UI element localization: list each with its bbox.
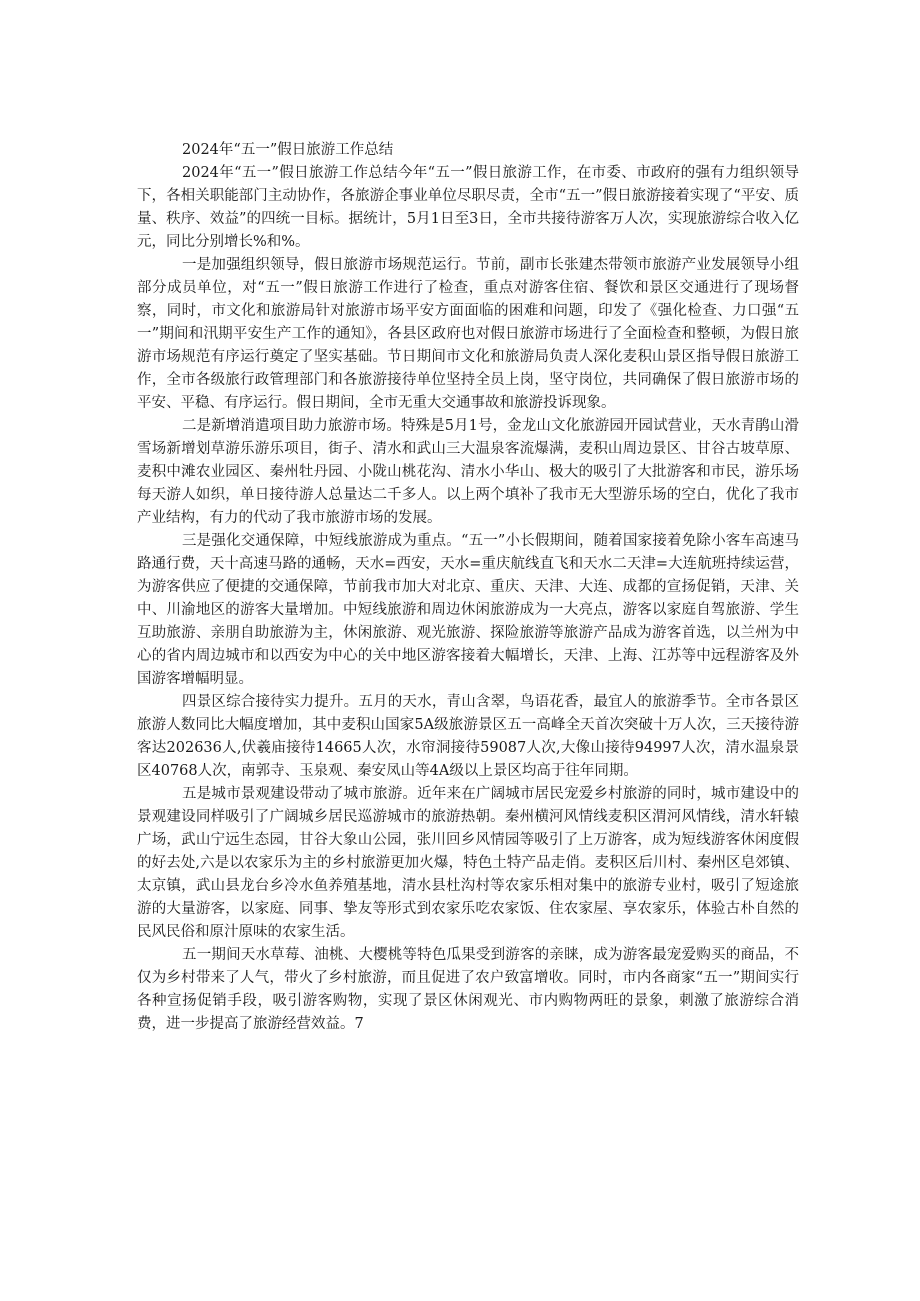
paragraph-city-landscape: 五是城市景观建设带动了城市旅游。近年来在广阔城市居民宠爱乡村旅游的同时，城市建设中的景观建设同样吸引了广阔城乡居民巡游城市的旅游热朝。秦州横河风情线麦积区渭河风情线，清水轩辕广场，武山宁远生态园，甘谷大象山公园，张川回乡风情园等吸引了上万游客，成为短线游客休闲度假的好去处,六是以农家乐为主的乡村旅游更加火爆，特色土特产品走俏。麦积区后川村、秦州区皂郊镇、太京镇，武山县龙台乡冷水鱼养殖基地，清水县杜沟村等农家乐相对集中的旅游专业村，吸引了短途旅游的大量游客，以家庭、同事、挚友等形式到农家乐吃农家饭、住农家屋、享农家乐，体验古朴自然的民风民俗和原汁原味的农家生活。 (137, 786, 799, 940)
paragraph-intro: 2024年“五一”假日旅游工作总结今年“五一”假日旅游工作，在市委、市政府的强有力组织领导下，各相关职能部门主动协作，各旅游企事业单位尽职尽责，全市“五一”假日旅游接着实现了“平安、质量、秩序、效益”的四统一目标。据统计，5月1日至3日，全市共接待游客万人次，实现旅游综合收入亿元，同比分别增长%和%。 (137, 165, 799, 250)
document-title: 2024年“五一”假日旅游工作总结 (182, 142, 394, 158)
paragraph-entertainment-projects: 二是新增消遣项目助力旅游市场。特殊是5月1号，金龙山文化旅游园开园试营业，天水青鹃山滑雪场新增划草游乐游乐项目，街子、清水和武山三大温泉客流爆满，麦积山周边景区、甘谷古坡草原、麦积中滩农业园区、秦州牡丹园、小陇山桃花沟、清水小华山、极大的吸引了大批游客和市民，游乐场每天游人如织，单日接待游人总量达二千多人。以上两个填补了我市无大型游乐场的空白，优化了我市产业结构，有力的代动了我市旅游市场的发展。 (137, 418, 799, 526)
paragraph-organization: 一是加强组织领导，假日旅游市场规范运行。节前，副市长张建杰带领市旅游产业发展领导小组部分成员单位，对“五一”假日旅游工作进行了检查，重点对游客住宿、餐饮和景区交通进行了现场督察，同时，市文化和旅游局针对旅游市场平安方面面临的困难和问题，印发了《强化检查、力口强“五一”期间和汛期平安生产工作的通知》，各县区政府也对假日旅游市场进行了全面检查和整顿，为假日旅游市场规范有序运行奠定了坚实基础。节日期间市文化和旅游局负责人深化麦积山景区指导假日旅游工作，全市各级旅行政管理部门和各旅游接待单位坚持全员上岗，坚守岗位，共同确保了假日旅游市场的平安、平稳、有序运行。假日期间，全市无重大交通事故和旅游投诉现象。 (137, 257, 799, 411)
paragraph-transport: 三是强化交通保障，中短线旅游成为重点。“五一”小长假期间，随着国家接着免除小客车高速马路通行费，天十高速马路的通畅，天水=西安，天水=重庆航线直飞和天水二天津=大连航班持续运营，为游客供应了便捷的交通保障，节前我市加大对北京、重庆、天津、大连、成都的宣扬促销，天津、关中、川渝地区的游客大量增加。中短线旅游和周边休闲旅游成为一大亮点，游客以家庭自驾旅游、学生互助旅游、亲朋自助旅游为主，休闲旅游、观光旅游、探险旅游等旅游产品成为游客首选，以兰州为中心的省内周边城市和以西安为中心的关中地区游客接着大幅增长，天津、上海、江苏等中远程游客及外国游客增幅明显。 (137, 533, 799, 687)
document-page (137, 139, 799, 1036)
paragraph-scenic-areas: 四景区综合接待实力提升。五月的天水，青山含翠，鸟语花香，最宜人的旅游季节。全市各景区旅游人数同比大幅度增加，其中麦积山国家5A级旅游景区五一高峰全天首次突破十万人次，三天接待游客达202636人,伏羲庙接待14665人次，水帘洞接待59087人次,大像山接待94997人次，清水温泉景区40768人次，南郭寺、玉泉观、秦安凤山等4A级以上景区均高于往年同期。 (137, 694, 799, 779)
paragraph-fruit-shopping: 五一期间天水草莓、油桃、大樱桃等特色瓜果受到游客的亲睐，成为游客最宠爱购买的商品，不仅为乡村带来了人气，带火了乡村旅游，而且促进了农户致富增收。同时，市内各商家“五一”期间实行各种宣扬促销手段，吸引游客购物，实现了景区休闲观光、市内购物两旺的景象，刺激了旅游综合消费，进一步提高了旅游经营效益。7 (137, 947, 799, 1032)
